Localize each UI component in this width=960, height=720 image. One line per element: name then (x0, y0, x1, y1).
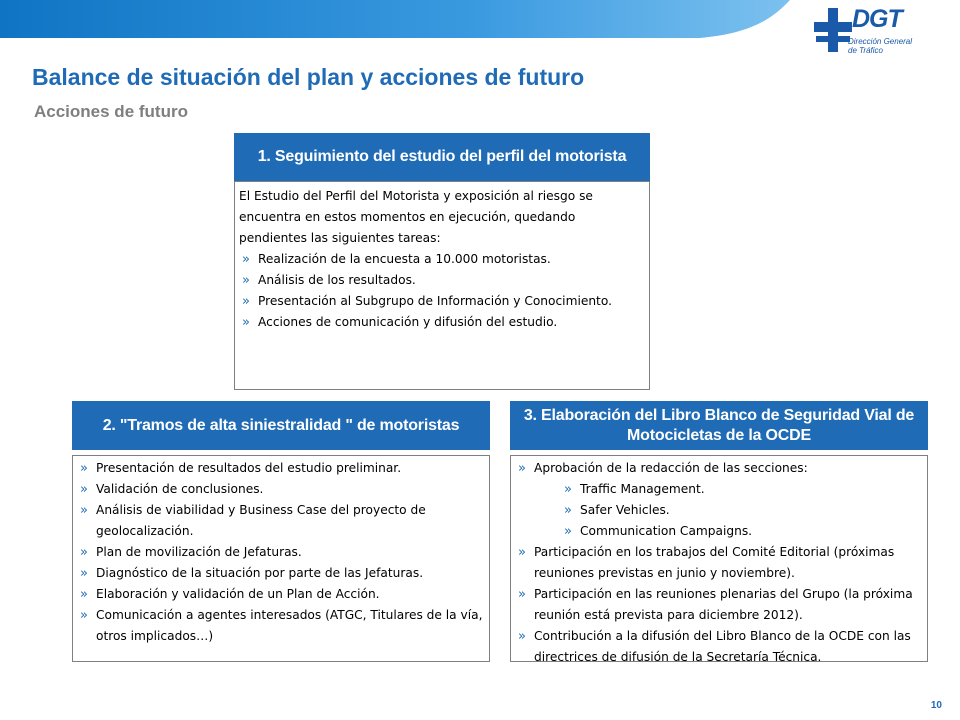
list-item: » Diagnóstico de la situación por parte de las Jefaturas. (77, 563, 485, 584)
bullet-icon: » (242, 294, 250, 309)
panel-2-title: 2. "Tramos de alta siniestralidad " de motoristas (102, 416, 460, 434)
panel-1-header (234, 133, 650, 181)
panel-2-list (77, 458, 485, 647)
panel-2-header (72, 401, 490, 450)
list-item: » Realización de la encuesta a 10.000 motoristas. (239, 249, 645, 270)
logo-line-1: Dirección General (848, 37, 913, 46)
panel-1-intro: El Estudio del Perfil del Motorista y exposición al riesgo se encuentra en estos momentos en ejecución, quedando pendientes las siguientes tareas: (239, 189, 593, 245)
logo-line-2: de Tráfico (848, 46, 883, 55)
logo-name: DGT (852, 5, 902, 33)
bullet-icon: » (564, 503, 572, 518)
list-item: » Presentación al Subgrupo de Información y Conocimiento. (239, 291, 645, 312)
bullet-icon: » (518, 461, 526, 476)
page-title: Balance de situación del plan y acciones de futuro (32, 64, 585, 90)
list-item: » Contribución a la difusión del Libro Blanco de la OCDE con las directrices de difusión de la Secretaría Técnica. (515, 626, 923, 668)
bullet-icon: » (80, 545, 88, 560)
bullet-icon: » (518, 629, 526, 644)
panel-3-title: 3. Elaboración del Libro Blanco de Seguridad Vial de Motocicletas de la OCDE (523, 406, 915, 444)
logo-subtitle (848, 37, 912, 55)
page-number: 10 (930, 700, 942, 711)
list-item: » Análisis de viabilidad y Business Case del proyecto de geolocalización. (77, 500, 485, 542)
panel-1-title: 1. Seguimiento del estudio del perfil del motorista (257, 148, 627, 165)
list-item: » Validación de conclusiones. (77, 479, 485, 500)
panel-1-body (234, 181, 650, 390)
bullet-icon: » (80, 503, 88, 518)
list-item: » Acciones de comunicación y difusión del estudio. (239, 312, 645, 333)
list-item: » Participación en las reuniones plenarias del Grupo (la próxima reunión está prevista para diciembre 2012). (515, 584, 923, 626)
list-subitem: » Traffic Management. (561, 479, 923, 500)
bullet-icon: » (80, 566, 88, 581)
bullet-icon: » (242, 273, 250, 288)
bullet-icon: » (564, 524, 572, 539)
panel-1-list (239, 249, 645, 333)
bullet-icon: » (518, 545, 526, 560)
panel-3-list (515, 458, 923, 668)
list-item: » Elaboración y validación de un Plan de Acción. (77, 584, 485, 605)
bullet-icon: » (80, 461, 88, 476)
bullet-icon: » (80, 587, 88, 602)
bullet-icon: » (80, 482, 88, 497)
list-item: » Aprobación de la redacción de las secciones: (515, 458, 923, 479)
page-subtitle: Acciones de futuro (34, 102, 188, 121)
bullet-icon: » (242, 315, 250, 330)
list-item: » Comunicación a agentes interesados (ATGC, Titulares de la vía, otros implicados…) (77, 605, 485, 647)
bullet-icon: » (518, 587, 526, 602)
bullet-icon: » (80, 608, 88, 623)
list-item: » Presentación de resultados del estudio preliminar. (77, 458, 485, 479)
list-subitem: » Safer Vehicles. (561, 500, 923, 521)
list-item: » Participación en los trabajos del Comité Editorial (próximas reuniones previstas en junio y noviembre). (515, 542, 923, 584)
list-item: » Plan de movilización de Jefaturas. (77, 542, 485, 563)
list-item: » Análisis de los resultados. (239, 270, 645, 291)
bullet-icon: » (564, 482, 572, 497)
panel-2-body (72, 455, 490, 662)
panel-3-body (510, 455, 928, 662)
panel-3-header (510, 401, 928, 450)
list-subitem: » Communication Campaigns. (561, 521, 923, 542)
bullet-icon: » (242, 252, 250, 267)
